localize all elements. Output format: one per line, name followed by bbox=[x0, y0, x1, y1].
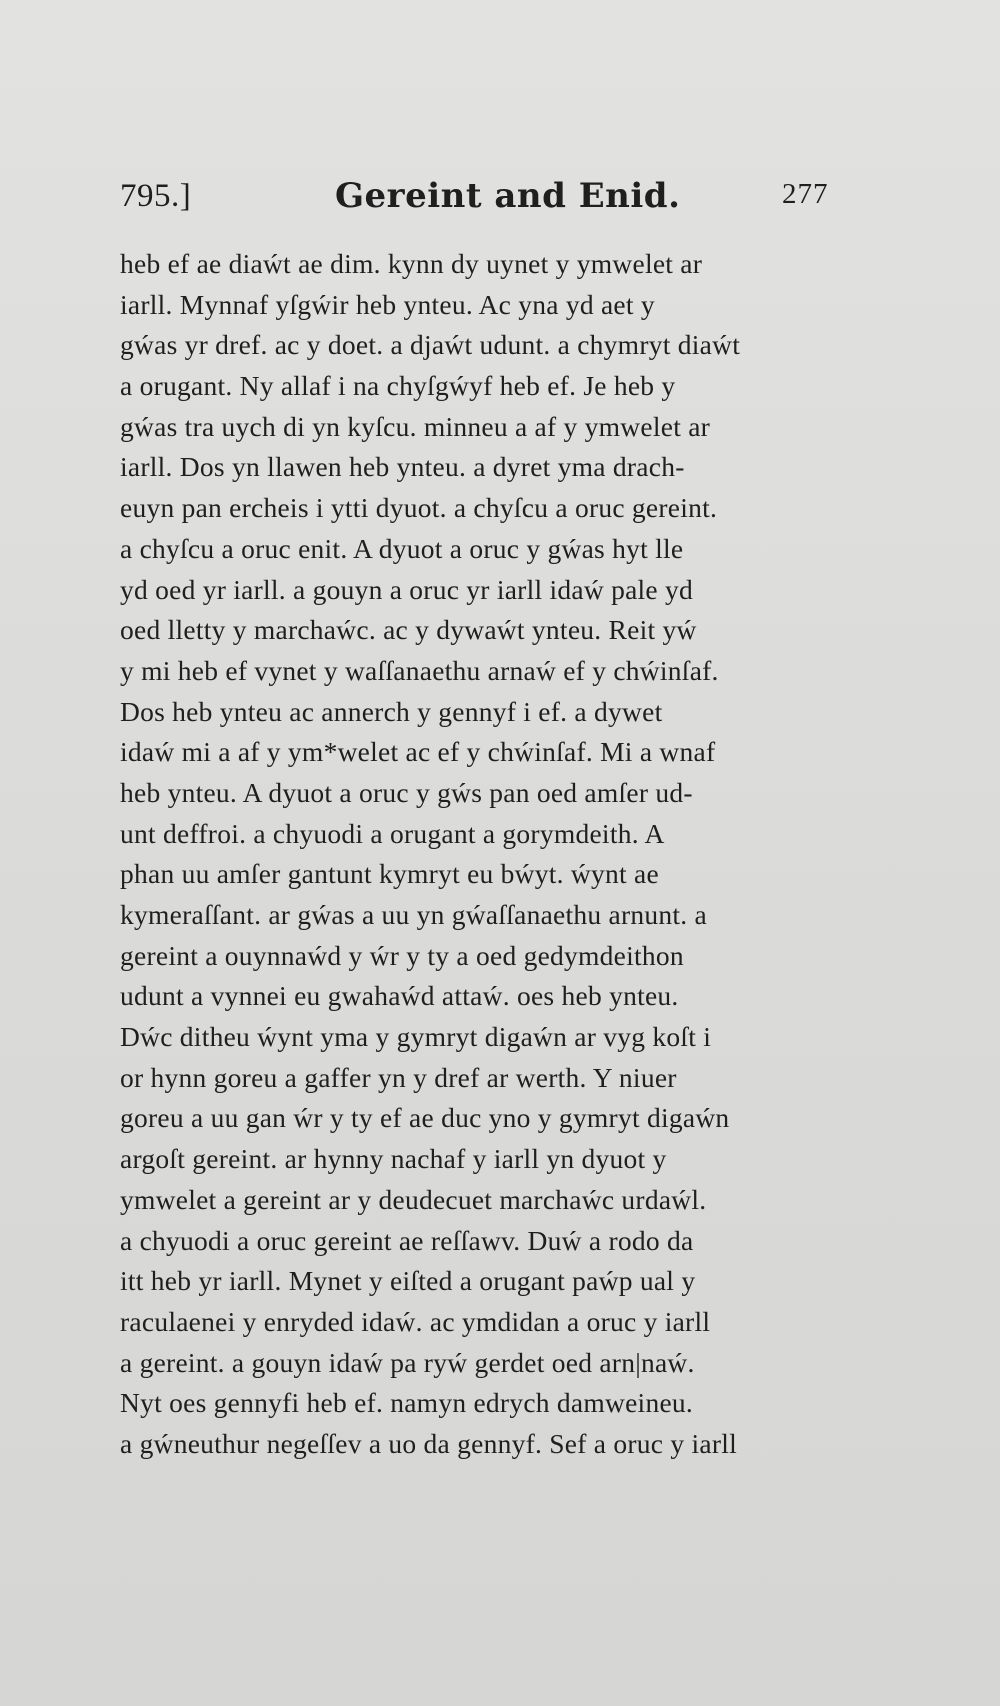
text-line: kymeraſſant. ar gẃas a uu yn gẃaſſanaethu arnunt. a bbox=[120, 899, 707, 930]
text-line: a gẃneuthur negeſſev a uo da gennyf. Sef a oruc y iarll bbox=[120, 1427, 738, 1459]
text-line: goreu a uu gan ẃr y ty ef ae duc yno y gymryt digaẃn bbox=[120, 1102, 730, 1134]
running-title: Gereint and Enid. bbox=[335, 176, 681, 216]
text-line: Dẃc ditheu ẃynt yma y gymryt digaẃn ar vyg koſt i bbox=[120, 1021, 712, 1053]
text-line: phan uu amſer gantunt kymryt eu bẃyt. ẃynt ae bbox=[120, 858, 659, 890]
text-line: a orugant. Ny allaf i na chyſgẃyf heb ef. Je heb y bbox=[120, 370, 676, 402]
text-line: a chyſcu a oruc enit. A dyuot a oruc y gẃas hyt lle bbox=[120, 532, 684, 564]
page-number: 277 bbox=[782, 178, 829, 210]
body-text bbox=[120, 244, 850, 1465]
text-line: y mi heb ef vynet y waſſanaethu arnaẃ ef y chẃinſaf. bbox=[120, 654, 719, 686]
text-line: gereint a ouynnaẃd y ẃr y ty a oed gedymdeithon bbox=[120, 939, 684, 971]
text-line: euyn pan ercheis i ytti dyuot. a chyſcu a oruc gereint. bbox=[120, 492, 718, 524]
text-line: a chyuodi a oruc gereint ae reſſawv. Duẃ a rodo da bbox=[120, 1224, 694, 1256]
text-line: oed lletty y marchaẃc. ac y dywaẃt ynteu. Reit yẃ bbox=[120, 614, 697, 646]
text-line: ymwelet a gereint ar y deudecuet marchaẃc urdaẃl. bbox=[120, 1183, 707, 1215]
text-line: idaẃ mi a af y ym*welet ac ef y chẃinſaf. Mi a wnaf bbox=[120, 736, 716, 768]
text-line: argoſt gereint. ar hynny nachaf y iarll yn dyuot y bbox=[120, 1143, 667, 1175]
text-line: udunt a vynnei eu gwahaẃd attaẃ. oes heb ynteu. bbox=[120, 980, 679, 1012]
text-line: gẃas yr dref. ac y doet. a djaẃt udunt. a chymryt diaẃt bbox=[120, 329, 741, 361]
text-line: raculaenei y enryded idaẃ. ac ymdidan a oruc y iarll bbox=[120, 1305, 711, 1337]
text-line: yd oed yr iarll. a gouyn a oruc yr iarll idaẃ pale yd bbox=[120, 573, 693, 605]
text-line: itt heb yr iarll. Mynet y eiſted a orugant paẃp ual y bbox=[120, 1265, 696, 1297]
running-header bbox=[120, 178, 840, 224]
text-line: iarll. Mynnaf yſgẃir heb ynteu. Ac yna yd aet y bbox=[120, 288, 655, 320]
text-line: a gereint. a gouyn idaẃ pa ryẃ gerdet oed arn|naẃ. bbox=[120, 1346, 695, 1378]
text-line: iarll. Dos yn llawen heb ynteu. a dyret yma drach- bbox=[120, 451, 685, 483]
text-line: or hynn goreu a gaffer yn y dref ar werth. Y niuer bbox=[120, 1061, 677, 1093]
text-line: unt deffroi. a chyuodi a orugant a gorymdeith. A bbox=[120, 817, 665, 849]
section-reference: 795.] bbox=[120, 178, 192, 214]
text-line: Dos heb ynteu ac annerch y gennyf i ef. a dywet bbox=[120, 695, 663, 727]
text-line: gẃas tra uych di yn kyſcu. minneu a af y ymwelet ar bbox=[120, 410, 711, 442]
text-line: heb ef ae diaẃt ae dim. kynn dy uynet y ymwelet ar bbox=[120, 248, 703, 279]
text-line: heb ynteu. A dyuot a oruc y gẃs pan oed amſer ud- bbox=[120, 776, 693, 808]
text-line: Nyt oes gennyfi heb ef. namyn edrych damweineu. bbox=[120, 1387, 694, 1419]
